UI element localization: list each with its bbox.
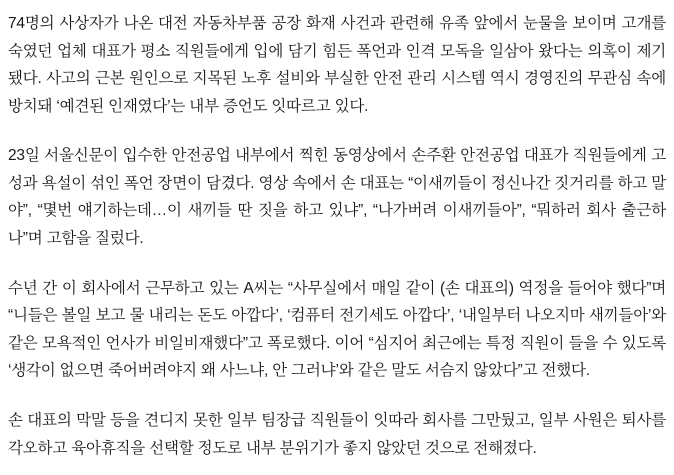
article-paragraph: 손 대표의 막말 등을 견디지 못한 일부 팀장급 직원들이 잇따라 회사를 그만뒀고, 일부 사원은 퇴사를 각오하고 육아휴직을 선택할 정도로 내부 분위기가 좋지 않았던 것으로 전해졌다.: [8, 411, 666, 457]
article-paragraph: 수년 간 이 회사에서 근무하고 있는 A씨는 “사무실에서 매일 같이 (손 대표의) 역정을 들어야 했다”며 “니들은 볼일 보고 물 내리는 돈도 아깝다’, ‘컴퓨터 전기세도 아깝다’, ‘내일부터 나오지마 새끼들아’와 같은 모욕적인 언사가 비일비재했다”고 폭로했다. 이어 “심지어 최근에는 특정 직원이 들을 수 있도록 ‘생각이 없으면 죽어버려야지 왜 사느냐, 안 그러냐’와 같은 말도 서슴지 않았다”고 전했다.: [8, 279, 666, 380]
article-paragraph: 74명의 사상자가 나온 대전 자동차부품 공장 화재 사건과 관련해 유족 앞에서 눈물을 보이며 고개를 숙였던 업체 대표가 평소 직원들에게 입에 담기 힘든 폭언과 인격 모독을 일삼아 왔다는 의혹이 제기됐다. 사고의 근본 원인으로 지목된 노후 설비와 부실한 안전 관리 시스템 역시 경영진의 무관심 속에 방치돼 ‘예견된 인재였다’는 내부 증언도 잇따르고 있다.: [8, 15, 666, 115]
article-paragraph: 23일 서울신문이 입수한 안전공업 내부에서 찍힌 동영상에서 손주환 안전공업 대표가 직원들에게 고성과 욕설이 섞인 폭언 장면이 담겼다. 영상 속에서 손 대표는 “이새끼들이 정신나간 짓거리를 하고 말야”, “몇번 얘기하는데…이 새끼들 딴 짓을 하고 있냐”, “나가버려 이새끼들아”, “뭐하러 회사 출근하나”며 고함을 질렀다.: [8, 147, 666, 248]
